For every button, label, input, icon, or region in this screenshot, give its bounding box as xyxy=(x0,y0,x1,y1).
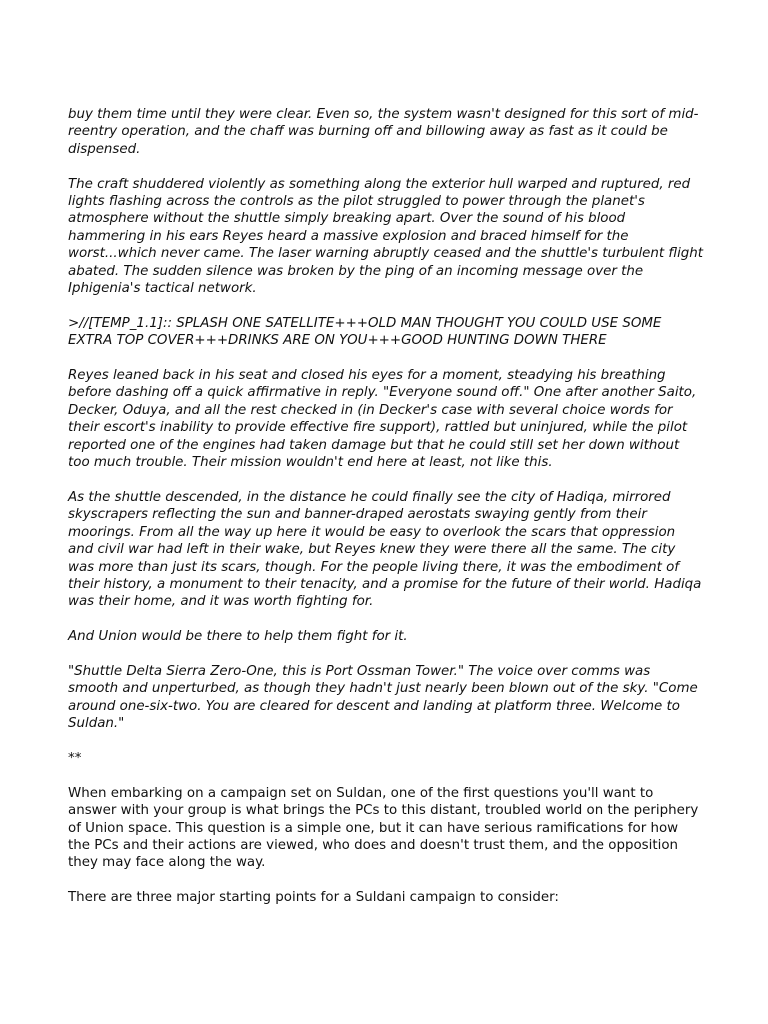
paragraph-tactical-message: >//[TEMP_1.1]:: SPLASH ONE SATELLITE+++OLD MAN THOUGHT YOU COULD USE SOME EXTRA TOP COVER+++DRINKS ARE ON YOU+++GOOD HUNTING DOWN THERE xyxy=(68,315,662,349)
paragraph-port-ossman: "Shuttle Delta Sierra Zero-One, this is Port Ossman Tower." The voice over comms was smooth and unperturbed, as though they hadn't just nearly been blown out of the sky. "Come around one-six-two. You are cleared for descent and landing at platform three. Welcome to Suldan." xyxy=(68,663,698,732)
paragraph-chaff: buy them time until they were clear. Even so, the system wasn't designed for this sort of mid-reentry operation, and the chaff was burning off and billowing away as fast as it could be dispensed. xyxy=(68,107,699,157)
paragraph-starting-points: There are three major starting points for a Suldani campaign to consider: xyxy=(68,890,559,906)
section-divider: ** xyxy=(68,750,82,766)
paragraph-campaign-intro: When embarking on a campaign set on Suldan, one of the first questions you'll want to answer with your group is what brings the PCs to this distant, troubled world on the periphery of Union space. This question is a simple one, but it can have serious ramifications for how the PCs and their actions are viewed, who does and doesn't trust them, and the opposition they may face along the way. xyxy=(68,785,699,871)
paragraph-reyes-sound-off: Reyes leaned back in his seat and closed his eyes for a moment, steadying his breathing before dashing off a quick affirmative in reply. "Everyone sound off." One after another Saito, Decker, Oduya, and all the rest checked in (in Decker's case with several choice words for their escort's inability to provide effective fire support), rattled but uninjured, while the pilot reported one of the engines had taken damage but that he could still set her down without too much trouble. Their mission wouldn't end here at least, not like this. xyxy=(68,368,697,471)
paragraph-hadiqa: As the shuttle descended, in the distance he could finally see the city of Hadiqa, mirrored skyscrapers reflecting the sun and banner-draped aerostats swaying gently from their moorings. From all the way up here it would be easy to overlook the scars that oppression and civil war had left in their wake, but Reyes knew they were there all the same. The city was more than just its scars, though. For the people living there, it was the embodiment of their history, a monument to their tenacity, and a promise for the future of their world. Hadiqa was their home, and it was worth fighting for. xyxy=(68,489,702,610)
document-page xyxy=(68,106,704,924)
paragraph-shuttle-shudder: The craft shuddered violently as something along the exterior hull warped and ruptured, red lights flashing across the controls as the pilot struggled to power through the planet's atmosphere without the shuttle simply breaking apart. Over the sound of his blood hammering in his ears Reyes heard a massive explosion and braced himself for the worst...which never came. The laser warning abruptly ceased and the shuttle's turbulent flight abated. The sudden silence was broken by the ping of an incoming message over the Iphigenia's tactical network. xyxy=(68,176,704,297)
paragraph-union: And Union would be there to help them fight for it. xyxy=(68,629,408,645)
